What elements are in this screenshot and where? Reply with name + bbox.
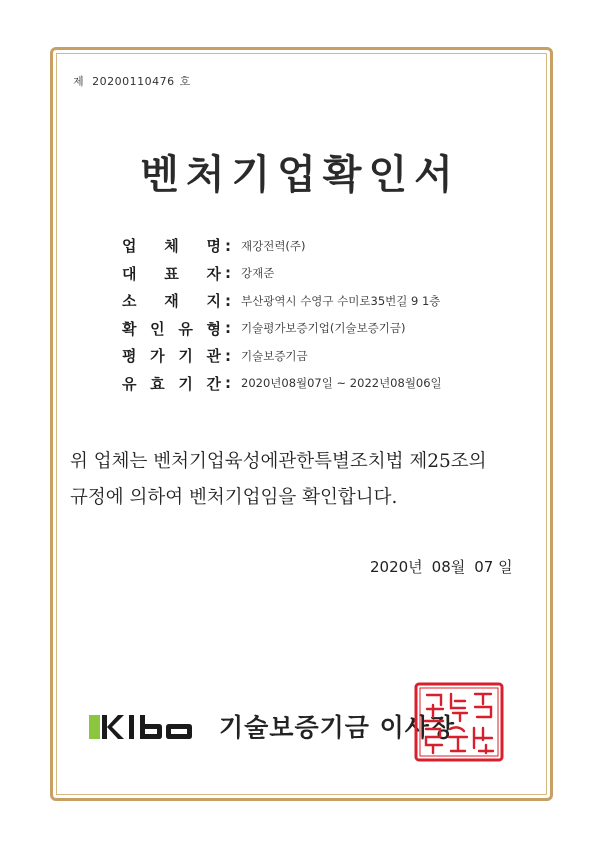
info-label-type: 확 인 유 형 xyxy=(122,319,221,338)
kibo-logo xyxy=(88,709,206,743)
issuer-name: 기술보증기금 이사장 xyxy=(219,713,456,742)
info-row-address xyxy=(122,287,442,315)
page-title: 벤처기업확인서 xyxy=(140,151,460,198)
issue-number-line xyxy=(73,73,191,89)
issue-number: 20200110476 xyxy=(92,75,175,88)
official-seal-stamp xyxy=(413,681,505,763)
issue-date xyxy=(370,556,513,577)
info-colon: : xyxy=(225,346,231,365)
info-value-validity: 2020년08월07일 ~ 2022년08월06일 xyxy=(241,376,442,391)
info-table xyxy=(122,232,442,397)
issue-prefix: 제 xyxy=(73,75,85,88)
statement-line-2: 규정에 의하여 벤처기업임을 확인합니다. xyxy=(70,487,398,508)
info-colon: : xyxy=(225,264,231,283)
issue-date-month: 08월 xyxy=(431,558,466,576)
info-colon: : xyxy=(225,291,231,310)
info-value-representative: 강재준 xyxy=(241,266,275,281)
info-label-company: 업 체 명 xyxy=(122,237,221,256)
info-colon: : xyxy=(225,236,231,255)
issue-suffix: 호 xyxy=(179,75,191,88)
info-value-address: 부산광역시 수영구 수미로35번길 9 1층 xyxy=(241,293,441,308)
issue-date-year: 2020년 xyxy=(370,558,423,576)
info-label-representative: 대 표 자 xyxy=(122,264,221,283)
info-label-validity: 유 효 기 간 xyxy=(122,374,221,393)
info-row-validity xyxy=(122,370,442,398)
confirmation-statement xyxy=(70,444,540,516)
issue-date-day: 07 일 xyxy=(474,558,513,576)
info-value-company: 재강전력(주) xyxy=(241,238,306,253)
info-colon: : xyxy=(225,374,231,393)
info-row-representative xyxy=(122,260,442,288)
info-label-agency: 평 가 기 관 xyxy=(122,347,221,366)
info-row-agency xyxy=(122,342,442,370)
info-row-company xyxy=(122,232,442,260)
statement-line-1: 위 업체는 벤처기업육성에관한특별조치법 제25조의 xyxy=(70,451,487,472)
info-value-agency: 기술보증기금 xyxy=(241,348,308,363)
info-label-address: 소 재 지 xyxy=(122,292,221,311)
info-colon: : xyxy=(225,319,231,338)
info-value-type: 기술평가보증기업(기술보증기금) xyxy=(241,321,406,336)
issuer-block xyxy=(88,708,455,744)
info-row-type xyxy=(122,315,442,343)
